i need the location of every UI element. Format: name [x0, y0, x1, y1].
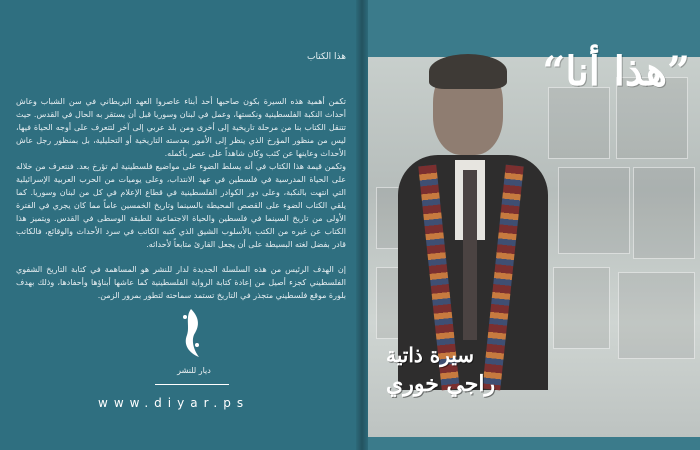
back-cover-paragraph-3: إن الهدف الرئيس من هذه السلسلة الجديدة لدار للنشر هو المساهمة في كتابة التاريخ الشفوي الفلسطيني كجزء أصيل من إعادة كتابة الرواية الفلسطينية كما عاشها أبناؤها وأحفادها، وذلك بهدف بلورة موقع فلسطيني متجذر في التاريخ تستمد سماحته لتطور بمرور الزمن.: [16, 265, 346, 300]
author-name: راجي خوري: [386, 371, 496, 397]
back-cover-paragraph-1: تكمن أهمية هذه السيرة بكون صاحبها أحد أبناء عاصروا العهد البريطاني في سن الشباب وعاش أحداث النكبة الفلسطينية ونكستها، وعمل في لبنان وسوريا قبل أن يستقر به الحال في القدس. حيث تتنقل الكتاب بنا من مرحلة تاريخية إلى أخرى ومن بلد عربي إلى آخر لتتعرف على أوجه الحياة فيها، ليس من منظور المؤرخ الذي ينظر إلى الأمور بعدسته التاريخية أو التحليلية، بل بمنظور رجل عاش الأحداث وعاينها عن كثب وكان شاهداً على عصر بأكمله.: [16, 97, 346, 158]
collage-photo: [618, 272, 695, 359]
back-cover-paragraph-2: وتكمن قيمة هذا الكتاب في أنه يسلط الضوء على مواضيع فلسطينية لم تؤرخ بعد. فنتعرف من خلاله على الحياة المدرسية في فلسطين في عهد الانتداب، وعلى يوميات من الحرب العربية الإسرائيلية التي انتهت بالنكبة، وعلى دور الكوادر الفلسطينية في قطاع الإعلام في كل من لبنان وسوريا. كما يلقي الكتاب الضوء على القصص المحيطة بالسينما وتاريخ الخمسين عاماً مما كان يجري في الفترة الأولى من تاريخ السينما في فلسطين والحياة الاجتماعية للطبقة الوسطى في القدس. ويتميز هذا الكتاب عن غيره من الكتب بالأسلوب الشيق الذي كتبه الكاتب في سرد الأحداث والوقائع، فالكاتب قادر بفضل لغته البسيطة على أن يجعل القارئ متابعاً لأحداثه.: [16, 162, 346, 249]
collage-photo: [558, 167, 630, 254]
author-portrait: [398, 60, 548, 390]
publisher-logo: [175, 305, 207, 363]
website-url[interactable]: www.diyar.ps: [98, 396, 250, 410]
collage-photo: [553, 267, 610, 349]
divider: [155, 384, 229, 385]
book-subtitle: سيرة ذاتية: [386, 343, 475, 367]
collage-photo: [548, 87, 610, 159]
collage-photo: [633, 167, 695, 259]
back-cover-heading: هذا الكتاب: [307, 52, 346, 62]
front-cover: [368, 0, 700, 450]
book-title: ”هذا أنا“: [542, 48, 690, 95]
publisher-name: ديار للنشر: [177, 366, 211, 375]
spine: [356, 0, 368, 450]
